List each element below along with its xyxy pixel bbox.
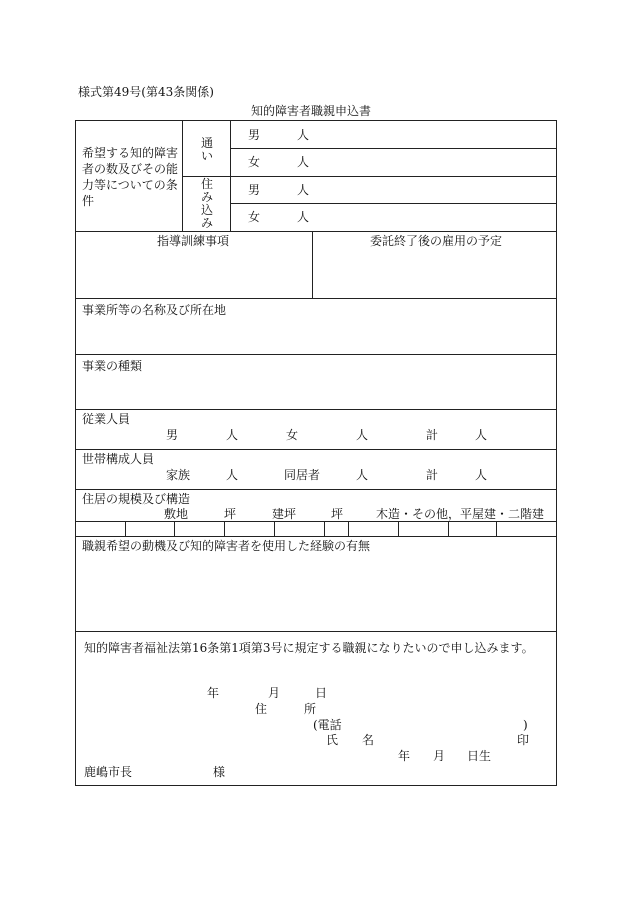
divider <box>230 203 556 204</box>
grid-cell-divider <box>398 521 399 536</box>
addressee-honorific: 様 <box>213 765 226 779</box>
housing-label: 住居の規模及び構造 <box>82 492 191 506</box>
housing-site: 敷地 <box>164 507 189 521</box>
address-label-1: 住 <box>255 702 268 716</box>
employment-plan-label: 委託終了後の雇用の予定 <box>370 234 503 248</box>
divider <box>76 521 556 522</box>
housing-structure: 木造・その他，平屋建・二階建 <box>376 507 545 521</box>
name-label-1: 氏 <box>326 733 339 747</box>
employees-label: 従業人員 <box>82 412 131 426</box>
name-label-2: 名 <box>362 733 375 747</box>
employees-female-unit: 人 <box>356 428 369 442</box>
seal-mark: 印 <box>517 733 530 747</box>
divider <box>230 148 556 149</box>
grid-cell-divider <box>224 521 225 536</box>
birth-day-label: 日生 <box>467 749 492 763</box>
housing-building-unit: 坪 <box>331 507 344 521</box>
divider <box>76 231 556 232</box>
household-label: 世帯構成人員 <box>82 452 155 466</box>
divider <box>312 231 313 298</box>
grid-cell-divider <box>496 521 497 536</box>
grid-cell-divider <box>324 521 325 536</box>
household-family: 家族 <box>166 468 191 482</box>
business-type-label: 事業の種類 <box>82 359 143 373</box>
household-cohabitant-unit: 人 <box>356 468 369 482</box>
divider <box>76 449 556 450</box>
application-form <box>75 120 557 786</box>
commute-female-label: 女 <box>248 155 261 169</box>
commute-male-label: 男 <box>248 128 261 142</box>
phone-label: (電話 <box>313 718 342 732</box>
employees-male: 男 <box>166 428 179 442</box>
housing-building: 建坪 <box>272 507 297 521</box>
phone-close: ) <box>523 718 528 732</box>
commute-label: 通い <box>200 136 213 163</box>
form-number: 様式第49号(第43条関係) <box>78 85 214 99</box>
date-month-label: 月 <box>268 686 281 700</box>
divider <box>76 354 556 355</box>
grid-cell-divider <box>125 521 126 536</box>
divider <box>76 489 556 490</box>
conditions-label: 希望する知的障害者の数及びその能力等についての条件 <box>82 146 179 208</box>
commute-male-unit: 人 <box>297 128 310 142</box>
employees-total: 計 <box>426 428 439 442</box>
household-total: 計 <box>426 468 439 482</box>
household-cohabitant: 同居者 <box>284 468 321 482</box>
live-in-male-unit: 人 <box>297 183 310 197</box>
housing-site-unit: 坪 <box>224 507 237 521</box>
grid-cell-divider <box>174 521 175 536</box>
application-statement: 知的障害者福祉法第16条第1項第3号に規定する職親になりたいので申し込みます。 <box>84 641 534 655</box>
household-family-unit: 人 <box>226 468 239 482</box>
addressee: 鹿嶋市長 <box>84 765 133 779</box>
live-in-male-label: 男 <box>248 183 261 197</box>
date-day-label: 日 <box>315 686 328 700</box>
employees-male-unit: 人 <box>226 428 239 442</box>
live-in-female-label: 女 <box>248 210 261 224</box>
divider <box>76 631 556 632</box>
divider <box>182 176 556 177</box>
date-year-label: 年 <box>207 686 220 700</box>
grid-cell-divider <box>348 521 349 536</box>
address-label-2: 所 <box>304 702 317 716</box>
live-in-female-unit: 人 <box>297 210 310 224</box>
employees-female: 女 <box>286 428 299 442</box>
divider <box>76 536 556 537</box>
divider <box>76 409 556 410</box>
live-in-label: 住み込み <box>200 177 213 230</box>
form-title: 知的障害者職親申込書 <box>251 104 372 118</box>
business-name-address-label: 事業所等の名称及び所在地 <box>82 303 227 317</box>
commute-female-unit: 人 <box>297 155 310 169</box>
guidance-label: 指導訓練事項 <box>157 234 230 248</box>
birth-month-label: 月 <box>433 749 446 763</box>
grid-cell-divider <box>448 521 449 536</box>
household-total-unit: 人 <box>475 468 488 482</box>
employees-total-unit: 人 <box>475 428 488 442</box>
divider <box>76 298 556 299</box>
birth-year-label: 年 <box>398 749 411 763</box>
motivation-label: 職親希望の動機及び知的障害者を使用した経験の有無 <box>82 539 371 553</box>
grid-cell-divider <box>274 521 275 536</box>
